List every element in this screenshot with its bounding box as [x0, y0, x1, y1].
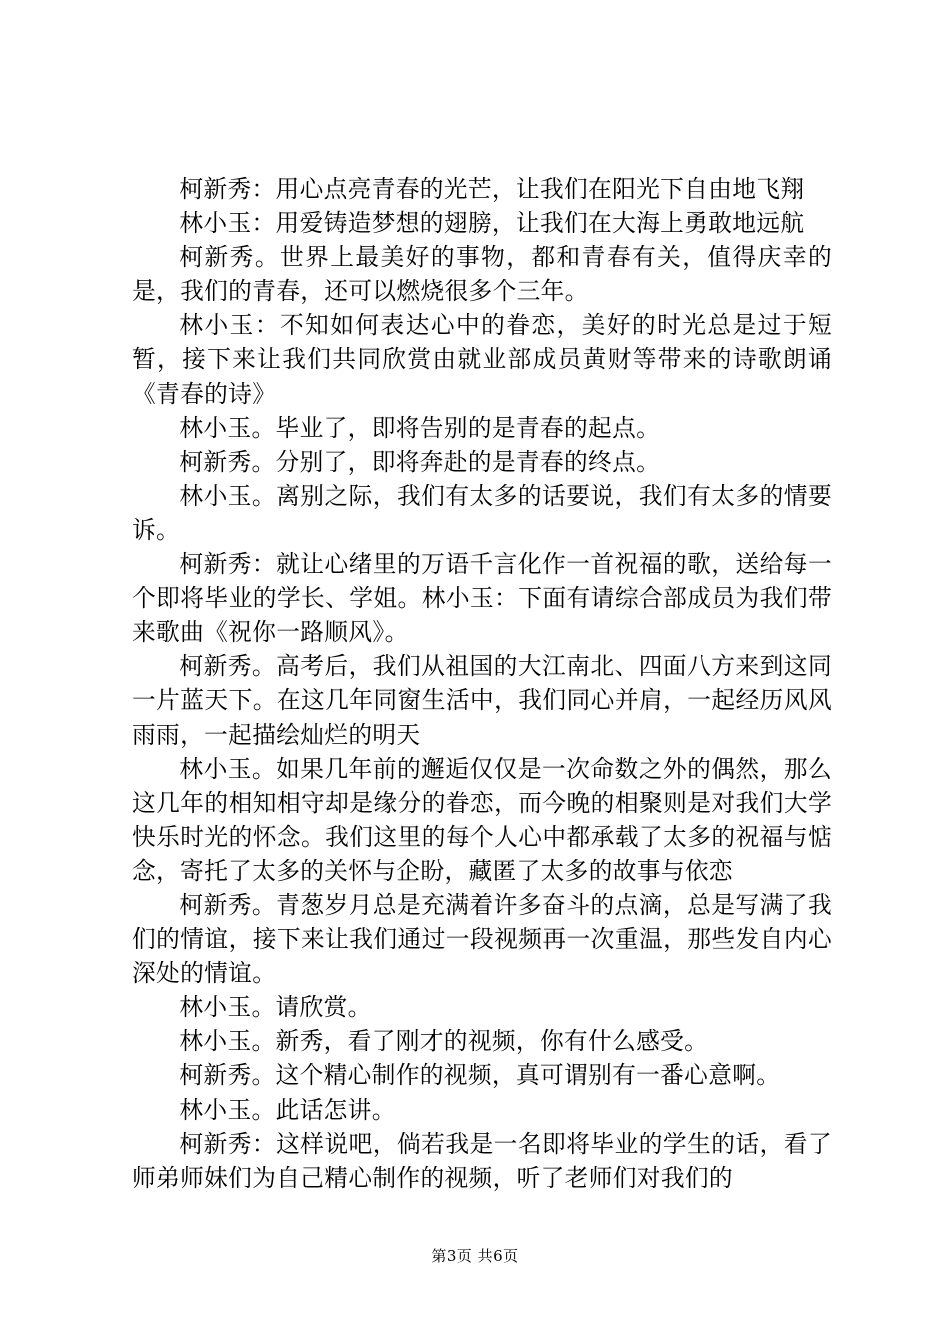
paragraph: 柯新秀。青葱岁月总是充满着许多奋斗的点滴，总是写满了我们的情谊，接下来让我们通过一段视频再一次重温，那些发自内心深处的情谊。: [132, 890, 832, 988]
paragraph: 柯新秀。这个精心制作的视频，真可谓别有一番心意啊。: [179, 1061, 781, 1090]
page-number-footer: 第3页 共6页: [431, 1247, 519, 1265]
paragraph: 林小玉。离别之际，我们有太多的话要说，我们有太多的情要诉。: [132, 481, 832, 544]
paragraph: 林小玉。毕业了，即将告别的是青春的起点。: [179, 413, 661, 442]
paragraph: 柯新秀。世界上最美好的事物，都和青春有关，值得庆幸的是，我们的青春，还可以燃烧很多个三年。: [132, 243, 832, 306]
paragraph: 柯新秀：用心点亮青春的光芒，让我们在阳光下自由地飞翔: [179, 175, 805, 203]
paragraph: 柯新秀：这样说吧，倘若我是一名即将毕业的学生的话，看了师弟师妹们为自己精心制作的视频，听了老师们对我们的: [132, 1129, 832, 1192]
paragraph: 林小玉。新秀，看了刚才的视频，你有什么感受。: [179, 1027, 709, 1056]
paragraph: 林小玉：不知如何表达心中的眷恋，美好的时光总是过于短暂，接下来让我们共同欣赏由就业部成员黄财等带来的诗歌朗诵《青春的诗》: [132, 311, 832, 408]
paragraph: 林小玉。如果几年前的邂逅仅仅是一次命数之外的偶然，那么这几年的相知相守却是缘分的眷恋，而今晚的相聚则是对我们大学快乐时光的怀念。我们这里的每个人心中都承载了太多的祝福与惦念，寄托了太多的关怀与企盼，藏匿了太多的故事与依恋: [132, 754, 832, 885]
paragraph: 林小玉。请欣赏。: [179, 993, 372, 1022]
document-body: [132, 172, 832, 1195]
paragraph: 柯新秀。高考后，我们从祖国的大江南北、四面八方来到这同一片蓝天下。在这几年同窗生活中，我们同心并肩，一起经历风风雨雨，一起描绘灿烂的明天: [132, 652, 832, 749]
paragraph: 柯新秀。分别了，即将奔赴的是青春的终点。: [179, 447, 661, 476]
paragraph: 林小玉。此话怎讲。: [179, 1095, 396, 1124]
paragraph: 柯新秀：就让心绪里的万语千言化作一首祝福的歌，送给每一个即将毕业的学长、学姐。林小玉：下面有请综合部成员为我们带来歌曲《祝你一路顺风》。: [132, 550, 832, 647]
paragraph: 林小玉：用爱铸造梦想的翅膀，让我们在大海上勇敢地远航: [179, 209, 805, 238]
